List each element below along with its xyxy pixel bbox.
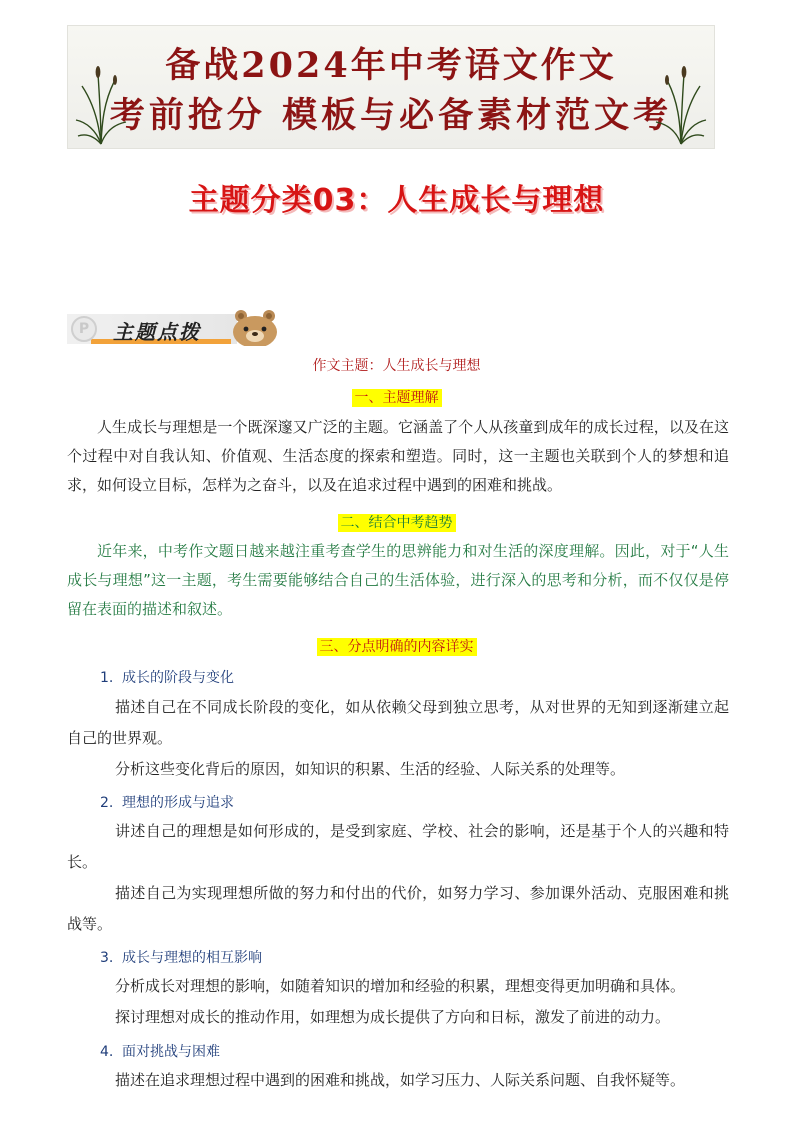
list-item-2-paragraph-2: 描述自己为实现理想所做的努力和付出的代价，如努力学习、参加课外活动、克服困难和挑战等。 [67,884,729,933]
section2-heading-text: 二、结合中考趋势 [338,514,456,532]
section3-heading [0,636,793,656]
banner-title-line1: 备战2024年中考语文作文 [165,45,617,86]
list-item-3-title: 成长与理想的相互影响 [122,950,262,966]
list-item-4-paragraph-1: 描述在追求理想过程中遇到的困难和挑战，如学习压力、人际关系问题、自我怀疑等。 [115,1071,686,1089]
section1-paragraph: 人生成长与理想是一个既深邃又广泛的主题。它涵盖了个人从孩童到成年的成长过程，以及在这个过程中对自我认知、价值观、生活态度的探索和塑造。同时，这一主题也关联到个人的梦想和追求，如何设立目标，怎样为之奋斗，以及在追求过程中遇到的困难和挑战。 [67,418,729,494]
section2-paragraph: 近年来，中考作文题日越来越注重考查学生的思辨能力和对生活的深度理解。因此，对于“人生成长与理想”这一主题，考生需要能够结合自己的生活体验，进行深入的思考和分析，而不仅仅是停留在表面的描述和叙述。 [67,542,729,618]
list-item-4-number: 4. [100,1044,114,1060]
list-item-2-title: 理想的形成与追求 [122,795,234,811]
list-item-1-number: 1. [100,670,114,686]
list-item-2-number: 2. [100,795,114,811]
list-item-4-heading [100,1041,220,1061]
header-banner [67,25,715,149]
list-item-3-heading [100,947,262,967]
section2-heading [0,512,793,532]
coin-p-icon: P [71,316,97,342]
section1-heading-text: 一、主题理解 [352,389,442,407]
composition-title: 作文主题：人生成长与理想 [312,358,481,374]
bear-icon [225,308,285,346]
list-item-2-heading [100,792,234,812]
list-item-1-paragraph-1: 描述自己在不同成长阶段的变化，如从依赖父母到独立思考，从对世界的无知到逐渐建立起自己的世界观。 [67,698,729,747]
list-item-2-paragraph-1: 讲述自己的理想是如何形成的，是受到家庭、学校、社会的影响，还是基于个人的兴趣和特长。 [67,822,729,871]
list-item-4-title: 面对挑战与困难 [122,1044,220,1060]
grass-right-icon [654,64,708,146]
list-item-3-number: 3. [100,950,114,966]
section1-heading [0,387,793,407]
section-badge [67,308,287,346]
list-item-1-title: 成长的阶段与变化 [122,670,234,686]
list-item-3-paragraph-2: 探讨理想对成长的推动作用，如理想为成长提供了方向和日标，激发了前进的动力。 [115,1008,671,1026]
list-item-1-paragraph-2: 分析这些变化背后的原因，如知识的积累、生活的经验、人际关系的处理等。 [115,760,626,778]
banner-title-line2: 考前抢分 模板与必备素材范文考 [109,95,673,136]
list-item-1-heading [100,667,234,687]
main-title: 主题分类03：人生成长与理想 [188,183,605,218]
section3-heading-text: 三、分点明确的内容详实 [317,638,477,656]
badge-label: 主题点拨 [113,320,201,344]
list-item-3-paragraph-1: 分析成长对理想的影响，如随着知识的增加和经验的积累，理想变得更加明确和具体。 [115,977,686,995]
